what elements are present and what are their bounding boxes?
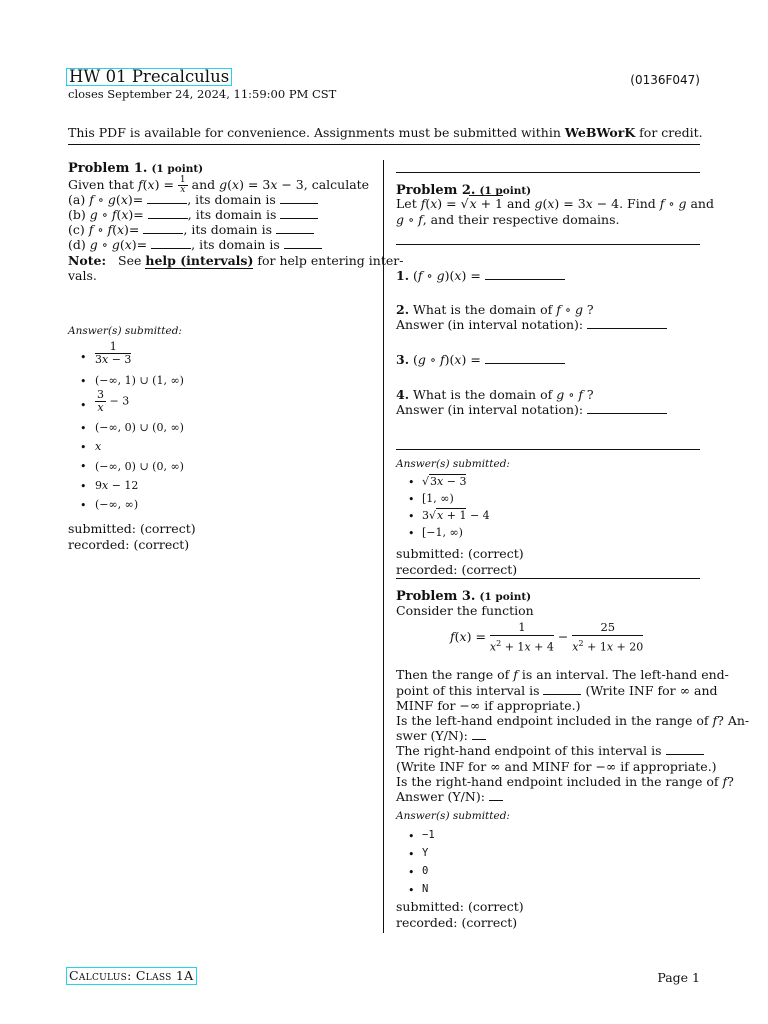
part-d-domain-blank[interactable] xyxy=(284,237,322,249)
problem-3-text-2: point of this interval is (Write INF for ∞ and xyxy=(396,683,718,698)
problem-3-text-6: The right-hand endpoint of this interval is xyxy=(396,743,704,759)
q2-answer-blank[interactable] xyxy=(587,317,667,329)
problem-2-line-1: Let f(x) = √x + 1 and g(x) = 3x − 4. Find f ∘ g and xyxy=(396,196,714,211)
problem-1-intro: Given that f(x) = $\frac{1}{x}$ and g(x) = 3x − 3, calculate xyxy=(68,175,370,195)
pdf-notice: This PDF is available for convenience. Assignments must be submitted within WeBWorK for credit. xyxy=(68,125,703,140)
part-c-answer-blank[interactable] xyxy=(143,222,183,234)
part-b-answer-blank[interactable] xyxy=(148,207,188,219)
problem-1-recorded: recorded: (correct) xyxy=(68,537,190,552)
problem-1-part-d: (d) g ∘ g(x)= , its domain is xyxy=(68,237,322,253)
p1-answer-7: 9x − 12 xyxy=(95,479,139,492)
problem-1-note: Note: See help (intervals) for help entering inter- xyxy=(68,253,404,268)
problem-2-q2-answer: Answer (in interval notation): xyxy=(396,317,667,333)
p1-answer-3: $\frac{3}{x}$ − 3 xyxy=(97,388,130,414)
p1-answer-5: x xyxy=(95,440,102,453)
problem-1-submitted: submitted: (correct) xyxy=(68,521,196,536)
p3-answer-1: −1 xyxy=(422,829,435,841)
problem-2-top-rule xyxy=(396,172,700,173)
course-link[interactable]: Calculus: Class 1A xyxy=(66,967,197,985)
p1-answer-6: (−∞, 0) ∪ (0, ∞) xyxy=(95,460,184,473)
part-d-answer-blank[interactable] xyxy=(151,237,191,249)
problem-3-function: f(x) = $\frac{1}{x^2 + 1x + 4}$ − $\frac{25}{x^2 + 1x + 20}$ xyxy=(450,620,644,654)
p2-answer-4: [−1, ∞) xyxy=(422,526,463,539)
problem-3-text-9: Answer (Y/N): xyxy=(396,789,503,805)
homework-code: (0136F047) xyxy=(630,73,700,87)
problem-3-recorded: recorded: (correct) xyxy=(396,915,518,930)
problem-3-text-1: Then the range of f is an interval. The left-hand end- xyxy=(396,667,729,682)
problem-3-text-8: Is the right-hand endpoint included in the range of f? xyxy=(396,774,734,789)
problem-2-answers-rule xyxy=(396,449,700,450)
problem-3-text-5: swer (Y/N): xyxy=(396,728,486,744)
p1-answer-8: (−∞, ∞) xyxy=(95,498,139,511)
homework-title[interactable]: HW 01 Precalculus xyxy=(66,68,232,86)
q3-answer-blank[interactable] xyxy=(485,352,565,364)
p1-answer-1: $\frac{1}{3x - 3}$ xyxy=(95,340,132,366)
problem-2-q4-answer: Answer (in interval notation): xyxy=(396,402,667,418)
column-divider xyxy=(383,160,384,933)
part-c-domain-blank[interactable] xyxy=(276,222,314,234)
problem-2-submitted: submitted: (correct) xyxy=(396,546,524,561)
problem-2-q2: 2. What is the domain of f ∘ g ? xyxy=(396,302,594,317)
q4-answer-blank[interactable] xyxy=(587,402,667,414)
problem-1-part-b: (b) g ∘ f(x)= , its domain is xyxy=(68,207,318,223)
problem-2-q1: 1. (f ∘ g)(x) = xyxy=(396,268,565,284)
problem-1-part-c: (c) f ∘ f(x)= , its domain is xyxy=(68,222,314,238)
problem-2-mid-rule xyxy=(396,244,700,245)
right-included-blank[interactable] xyxy=(489,789,503,801)
problem-2-q4: 4. What is the domain of g ∘ f ? xyxy=(396,387,594,402)
part-b-domain-blank[interactable] xyxy=(280,207,318,219)
problem-2-heading: Problem 2. (1 point) xyxy=(396,183,532,198)
problem-3-text-7: (Write INF for ∞ and MINF for −∞ if appropriate.) xyxy=(396,759,717,774)
p2-answer-2: [1, ∞) xyxy=(422,492,454,505)
problem-1-answers-label: Answer(s) submitted: xyxy=(68,325,182,337)
problem-2-q3: 3. (g ∘ f)(x) = xyxy=(396,352,565,368)
p2-answer-1: √3x − 3 xyxy=(422,475,467,488)
header-rule xyxy=(68,144,700,145)
part-a-answer-blank[interactable] xyxy=(147,192,187,204)
problem-1-heading: Problem 1. (1 point) xyxy=(68,161,204,176)
left-endpoint-blank[interactable] xyxy=(543,683,581,695)
help-intervals-link[interactable]: help (intervals) xyxy=(145,253,254,268)
problem-3-answers-label: Answer(s) submitted: xyxy=(396,810,510,822)
problem-3-consider: Consider the function xyxy=(396,603,534,618)
part-a-domain-blank[interactable] xyxy=(280,192,318,204)
p1-answer-2: (−∞, 1) ∪ (1, ∞) xyxy=(95,374,184,387)
problem-3-top-rule xyxy=(396,578,700,579)
problem-3-text-3: MINF for −∞ if appropriate.) xyxy=(396,698,581,713)
p3-answer-2: Y xyxy=(422,847,429,859)
problem-3-submitted: submitted: (correct) xyxy=(396,899,524,914)
p3-answer-4: N xyxy=(422,883,429,895)
closing-date: closes September 24, 2024, 11:59:00 PM CST xyxy=(68,87,337,101)
problem-2-line-2: g ∘ f, and their respective domains. xyxy=(396,212,620,227)
left-included-blank[interactable] xyxy=(472,728,486,740)
problem-2-recorded: recorded: (correct) xyxy=(396,562,518,577)
problem-1-part-a: (a) f ∘ g(x)= , its domain is xyxy=(68,192,318,208)
problem-1-note-cont: vals. xyxy=(68,268,97,283)
right-endpoint-blank[interactable] xyxy=(666,743,704,755)
problem-3-heading: Problem 3. (1 point) xyxy=(396,589,532,604)
q1-answer-blank[interactable] xyxy=(485,268,565,280)
page-number: Page 1 xyxy=(657,970,700,985)
p2-answer-3: 3√x + 1 − 4 xyxy=(422,509,490,522)
problem-2-answers-label: Answer(s) submitted: xyxy=(396,458,510,470)
p3-answer-3: 0 xyxy=(422,865,429,877)
p1-answer-4: (−∞, 0) ∪ (0, ∞) xyxy=(95,421,184,434)
problem-3-text-4: Is the left-hand endpoint included in the range of f? An- xyxy=(396,713,750,728)
